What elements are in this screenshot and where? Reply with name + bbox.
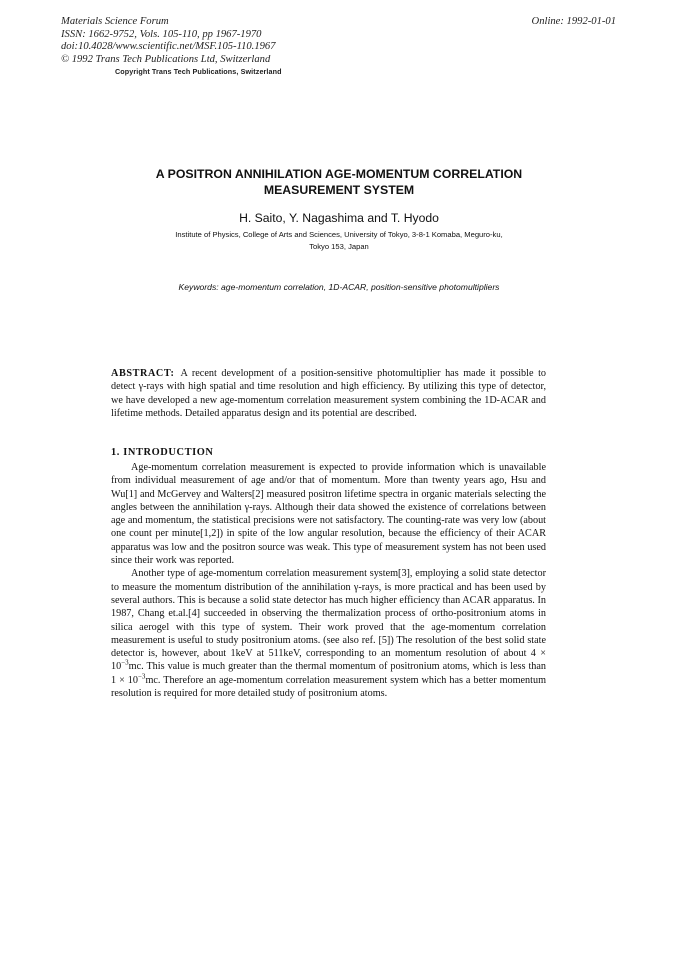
issn-line: ISSN: 1662-9752, Vols. 105-110, pp 1967-1970 [61, 28, 262, 40]
paragraph-2 [111, 567, 546, 700]
keywords: Keywords: age-momentum correlation, 1D-ACAR, position-sensitive photomultipliers [178, 282, 500, 292]
online-date: Online: 1992-01-01 [531, 16, 616, 27]
rights-line: © 1992 Trans Tech Publications Ltd, Switzerland [61, 53, 271, 65]
journal-header [61, 16, 282, 78]
title-line-2: MEASUREMENT SYSTEM [263, 183, 415, 197]
section-heading-introduction: 1. INTRODUCTION [111, 447, 214, 458]
affiliation [120, 229, 558, 252]
journal-name: Materials Science Forum [61, 16, 169, 27]
paragraph-1: Age-momentum correlation measurement is expected to provide information which is unavailable from individual measurement of age and/or that of momentum. More than twenty years ago, Hsu and Wu[1] and McGervey and Walters[2] measured positron lifetime spectra in organic materials selecting the angles between the annihilation γ-rays. Although their data showed the existence of correlations between age and momentum, the statistical precisions were not satisfactory. The counting-rate was very low (about one count per minute[1,2]) in spite of the low angular resolution, because the efficiency of their ACAR apparatus was low and the positron source was weak. This type of measurement system has not been used since their work was reported. [111, 462, 546, 567]
abstract-label: ABSTRACT: [111, 368, 175, 379]
paragraph-2-part-a: Another type of age-momentum correlation measurement system[3], employing a solid state detector to measure the momentum distribution of the annihilation γ-rays, is more practical and has been used by several authors. This is because a solid state detector has much higher efficiency than ACAR apparatus. In 1987, Chang et.al.[4] succeeded in observing the thermalization process of ortho-positronium atoms in silica aerogel with this type of system. Their work proved that the age-momentum correlation measurement is useful to study positronium atoms. (see also ref. [5]) The resolution of the best solid state detector is, however, about 1keV at 511keV, corresponding to an momentum resolution of about 4 × 10 [111, 568, 546, 673]
title-line-1: A POSITRON ANNIHILATION AGE-MOMENTUM CORRELATION [155, 167, 523, 181]
abstract-text: A recent development of a position-sensitive photomultiplier has made it possible to detect γ-rays with high spatial and time resolution and high efficiency. By utilizing this type of detector, we have developed a new age-momentum correlation measurement system combining the 1D-ACAR and lifetime methods. Detailed apparatus design and its potential are described. [111, 368, 546, 419]
abstract [111, 367, 546, 420]
affiliation-line-1: Institute of Physics, College of Arts and Sciences, University of Tokyo, 3-8-1 Komaba, Meguro-ku, [175, 230, 503, 239]
paragraph-2-part-c: mc. Therefore an age-momentum correlation measurement system which has a better momentum resolution is required for more detailed study of positronium atoms. [111, 674, 546, 700]
exponent-2: −3 [137, 672, 146, 681]
paragraph-2-part-b: mc. This value is much greater than the thermal momentum of positronium atoms, which is less than 1 × 10 [111, 661, 546, 686]
copyright-line: Copyright Trans Tech Publications, Switzerland [115, 67, 282, 76]
paper-title [110, 166, 568, 198]
introduction-body [111, 461, 546, 700]
doi-link[interactable]: doi:10.4028/www.scientific.net/MSF.105-110.1967 [61, 41, 276, 52]
affiliation-line-2: Tokyo 153, Japan [309, 241, 369, 251]
author-list: H. Saito, Y. Nagashima and T. Hyodo [239, 211, 439, 225]
exponent-1: −3 [121, 659, 129, 668]
